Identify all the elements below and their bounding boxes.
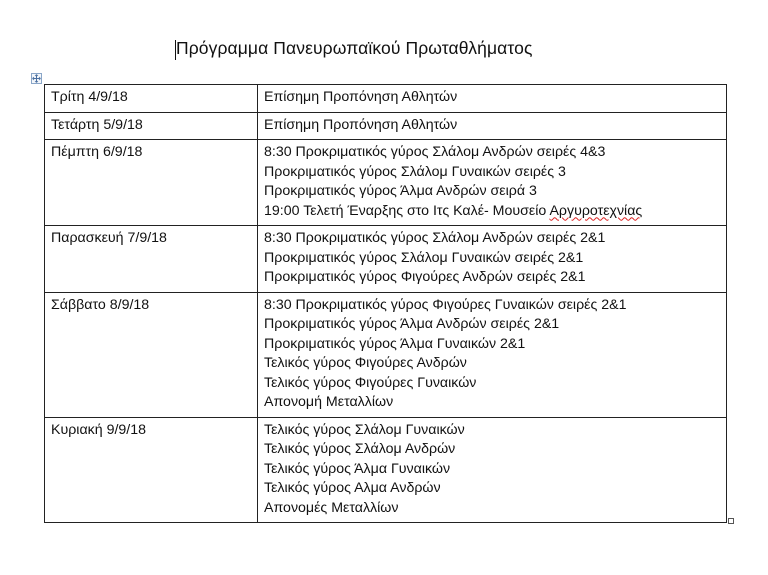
day-cell[interactable]: Πέμπτη 6/9/18 <box>45 140 258 226</box>
event-item: Προκριματικός γύρος Άλμα Ανδρών σειρά 3 <box>264 183 537 199</box>
event-item: 8:30 Προκριματικός γύρος Σλάλομ Ανδρών σειρές 2&1 <box>264 230 606 246</box>
event-item: Απονομή Μεταλλίων <box>264 394 394 410</box>
day-cell[interactable]: Τετάρτη 5/9/18 <box>45 112 258 140</box>
event-item: 8:30 Προκριματικός γύρος Φιγούρες Γυναικών σειρές 2&1 <box>264 296 627 313</box>
day-cell[interactable]: Κυριακή 9/9/18 <box>45 417 258 523</box>
event-item: Τελικός γύρος Αλμα Ανδρών <box>264 480 441 496</box>
event-item: Προκριματικός γύρος Άλμα Γυναικών 2&1 <box>264 335 526 352</box>
events-cell[interactable] <box>258 112 727 140</box>
table-move-handle-icon[interactable] <box>31 73 42 84</box>
event-item: Επίσημη Προπόνηση Αθλητών <box>264 116 458 133</box>
events-cell[interactable] <box>258 140 727 226</box>
event-item: Προκριματικός γύρος Σλάλομ Γυναικών σειρές 2&1 <box>264 249 584 266</box>
table-row <box>45 417 727 523</box>
schedule-table <box>44 84 727 523</box>
table-row <box>45 292 727 417</box>
event-item: Απονομές Μεταλλίων <box>264 499 399 516</box>
events-cell[interactable] <box>258 85 727 113</box>
spellcheck-word: Αργυροτεχνίας <box>549 202 643 219</box>
event-item: Προκριματικός γύρος Φιγούρες Ανδρών σειρές 2&1 <box>264 269 586 285</box>
day-cell[interactable]: Παρασκευή 7/9/18 <box>45 226 258 293</box>
event-item: Τελικός γύρος Σλάλομ Ανδρών <box>264 441 456 457</box>
event-item: 19:00 Τελετή Έναρξης στο Ιτς Καλέ- Μουσείο Αργυροτεχνίας <box>264 202 643 219</box>
events-cell[interactable] <box>258 226 727 293</box>
events-cell[interactable] <box>258 292 727 417</box>
event-item: Τελικός γύρος Φιγούρες Ανδρών <box>264 355 467 371</box>
day-cell[interactable]: Σάββατο 8/9/18 <box>45 292 258 417</box>
event-item: Τελικός γύρος Σλάλομ Γυναικών <box>264 421 465 438</box>
event-item: Επίσημη Προπόνηση Αθλητών <box>264 89 458 105</box>
page-title: Πρόγραμμα Πανευρωπαϊκού Πρωταθλήματος <box>176 38 533 58</box>
table-resize-handle[interactable] <box>728 518 734 524</box>
event-item: Προκριματικός γύρος Άλμα Ανδρών σειρές 2&1 <box>264 316 560 332</box>
event-item: 8:30 Προκριματικός γύρος Σλάλομ Ανδρών σειρές 4&3 <box>264 144 606 160</box>
table-row <box>45 140 727 226</box>
table-row <box>45 226 727 293</box>
table-row <box>45 112 727 140</box>
event-item: Τελικός γύρος Άλμα Γυναικών <box>264 460 451 477</box>
event-item: Προκριματικός γύρος Σλάλομ Γυναικών σειρές 3 <box>264 163 566 180</box>
event-item: Τελικός γύρος Φιγούρες Γυναικών <box>264 374 477 391</box>
day-cell[interactable]: Τρίτη 4/9/18 <box>45 85 258 113</box>
events-cell[interactable] <box>258 417 727 523</box>
table-row <box>45 85 727 113</box>
